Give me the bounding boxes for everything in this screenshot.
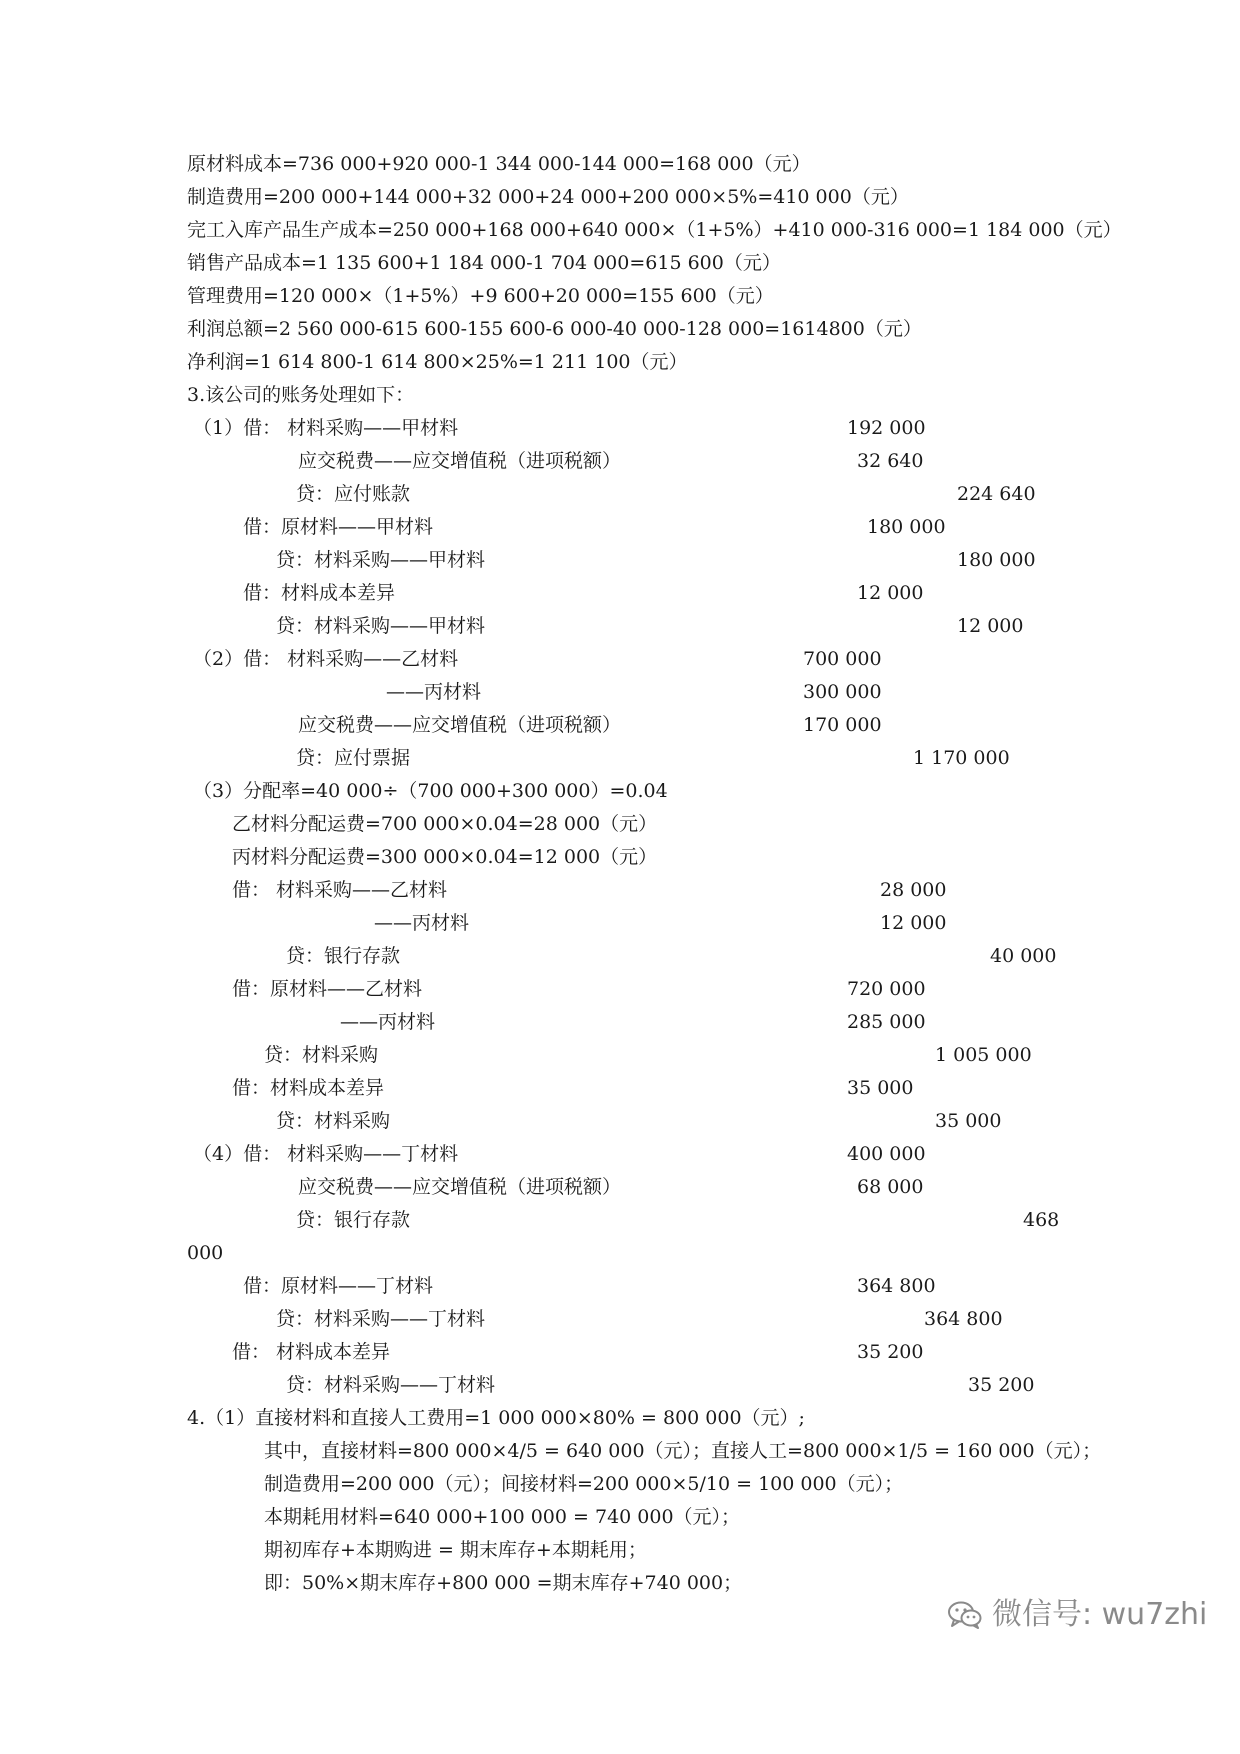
debit-amount: 285 000 xyxy=(847,1011,926,1033)
debit-amount: 28 000 xyxy=(880,879,947,901)
text-line: 其中，直接材料=800 000×4/5 = 640 000（元）；直接人工=800 000×1/5 = 160 000（元）； xyxy=(264,1440,1102,1462)
journal-line: 贷：银行存款 xyxy=(286,945,401,967)
text-line: 管理费用=120 000×（1+5%）+9 600+20 000=155 600（元） xyxy=(187,285,774,307)
debit-amount: 12 000 xyxy=(857,582,924,604)
text-line: 完工入库产品生产成本=250 000+168 000+640 000×（1+5%）+410 000-316 000=1 184 000（元） xyxy=(187,219,1122,241)
text-line: 原材料成本=736 000+920 000-1 344 000-144 000=168 000（元） xyxy=(187,153,811,175)
journal-line: 借：材料成本差异 xyxy=(243,582,396,604)
credit-amount: 364 800 xyxy=(924,1308,1003,1330)
journal-line: 借： 材料成本差异 xyxy=(232,1341,391,1363)
text-line: 本期耗用材料=640 000+100 000 = 740 000（元）； xyxy=(264,1506,741,1528)
credit-amount: 12 000 xyxy=(957,615,1024,637)
credit-amount: 35 200 xyxy=(968,1374,1035,1396)
debit-amount: 720 000 xyxy=(847,978,926,1000)
credit-amount: 35 000 xyxy=(935,1110,1002,1132)
journal-line: 贷：材料采购——丁材料 xyxy=(276,1308,486,1330)
debit-amount: 700 000 xyxy=(803,648,882,670)
journal-line: 贷：应付账款 xyxy=(296,483,411,505)
journal-line: （2）借： 材料采购——乙材料 xyxy=(193,648,459,670)
text-line: 即：50%×期末库存+800 000 =期末库存+740 000； xyxy=(264,1572,743,1594)
journal-line: ——丙材料 xyxy=(340,1011,436,1033)
debit-amount: 35 200 xyxy=(857,1341,924,1363)
credit-amount: 468 xyxy=(1023,1209,1060,1231)
journal-line: 借：原材料——甲材料 xyxy=(243,516,434,538)
credit-amount: 1 170 000 xyxy=(913,747,1010,769)
text-line: 利润总额=2 560 000-615 600-155 600-6 000-40 000-128 000=1614800（元） xyxy=(187,318,922,340)
text-line: 销售产品成本=1 135 600+1 184 000-1 704 000=615 600（元） xyxy=(187,252,781,274)
journal-line: 贷：应付票据 xyxy=(296,747,411,769)
journal-line: 贷：材料采购——甲材料 xyxy=(276,615,486,637)
text-line: 4.（1）直接材料和直接人工费用=1 000 000×80% = 800 000（元）; xyxy=(187,1407,805,1429)
debit-amount: 170 000 xyxy=(803,714,882,736)
journal-line: 借：原材料——乙材料 xyxy=(232,978,423,1000)
credit-amount: 180 000 xyxy=(957,549,1036,571)
journal-line: 贷：材料采购 xyxy=(276,1110,391,1132)
journal-line: 贷：银行存款 xyxy=(296,1209,411,1231)
text-line: 净利润=1 614 800-1 614 800×25%=1 211 100（元） xyxy=(187,351,688,373)
debit-amount: 400 000 xyxy=(847,1143,926,1165)
journal-line: 借：材料成本差异 xyxy=(232,1077,385,1099)
text-line: 制造费用=200 000+144 000+32 000+24 000+200 000×5%=410 000（元） xyxy=(187,186,909,208)
journal-line: 应交税费——应交增值税（进项税额） xyxy=(298,1176,622,1198)
journal-line: （1）借： 材料采购——甲材料 xyxy=(193,417,459,439)
journal-line: 应交税费——应交增值税（进项税额） xyxy=(298,450,622,472)
section-heading: 3.该公司的账务处理如下： xyxy=(187,384,415,406)
debit-amount: 12 000 xyxy=(880,912,947,934)
journal-line: 贷：材料采购——甲材料 xyxy=(276,549,486,571)
debit-amount: 35 000 xyxy=(847,1077,914,1099)
journal-line: 贷：材料采购 xyxy=(264,1044,379,1066)
text-line: 期初库存+本期购进 = 期末库存+本期耗用； xyxy=(264,1539,647,1561)
debit-amount: 300 000 xyxy=(803,681,882,703)
journal-line: ——丙材料 xyxy=(374,912,470,934)
text-line: 乙材料分配运费=700 000×0.04=28 000（元） xyxy=(232,813,658,835)
journal-line: 应交税费——应交增值税（进项税额） xyxy=(298,714,622,736)
text-line: 000 xyxy=(187,1242,224,1264)
journal-line: 借： 材料采购——乙材料 xyxy=(232,879,448,901)
debit-amount: 364 800 xyxy=(857,1275,936,1297)
debit-amount: 180 000 xyxy=(867,516,946,538)
text-line: 丙材料分配运费=300 000×0.04=12 000（元） xyxy=(232,846,658,868)
watermark xyxy=(948,1598,1207,1632)
text-line: （3）分配率=40 000÷（700 000+300 000）=0.04 xyxy=(193,780,668,802)
credit-amount: 40 000 xyxy=(990,945,1057,967)
journal-line: 借：原材料——丁材料 xyxy=(243,1275,434,1297)
debit-amount: 68 000 xyxy=(857,1176,924,1198)
debit-amount: 192 000 xyxy=(847,417,926,439)
debit-amount: 32 640 xyxy=(857,450,924,472)
credit-amount: 224 640 xyxy=(957,483,1036,505)
journal-line: 贷：材料采购——丁材料 xyxy=(286,1374,496,1396)
text-line: 制造费用=200 000（元）；间接材料=200 000×5/10 = 100 000（元）； xyxy=(264,1473,904,1495)
journal-line: ——丙材料 xyxy=(386,681,482,703)
watermark-text: 微信号: wu7zhi xyxy=(992,1597,1208,1632)
credit-amount: 1 005 000 xyxy=(935,1044,1032,1066)
journal-line: （4）借： 材料采购——丁材料 xyxy=(193,1143,459,1165)
wechat-icon xyxy=(948,1601,982,1629)
